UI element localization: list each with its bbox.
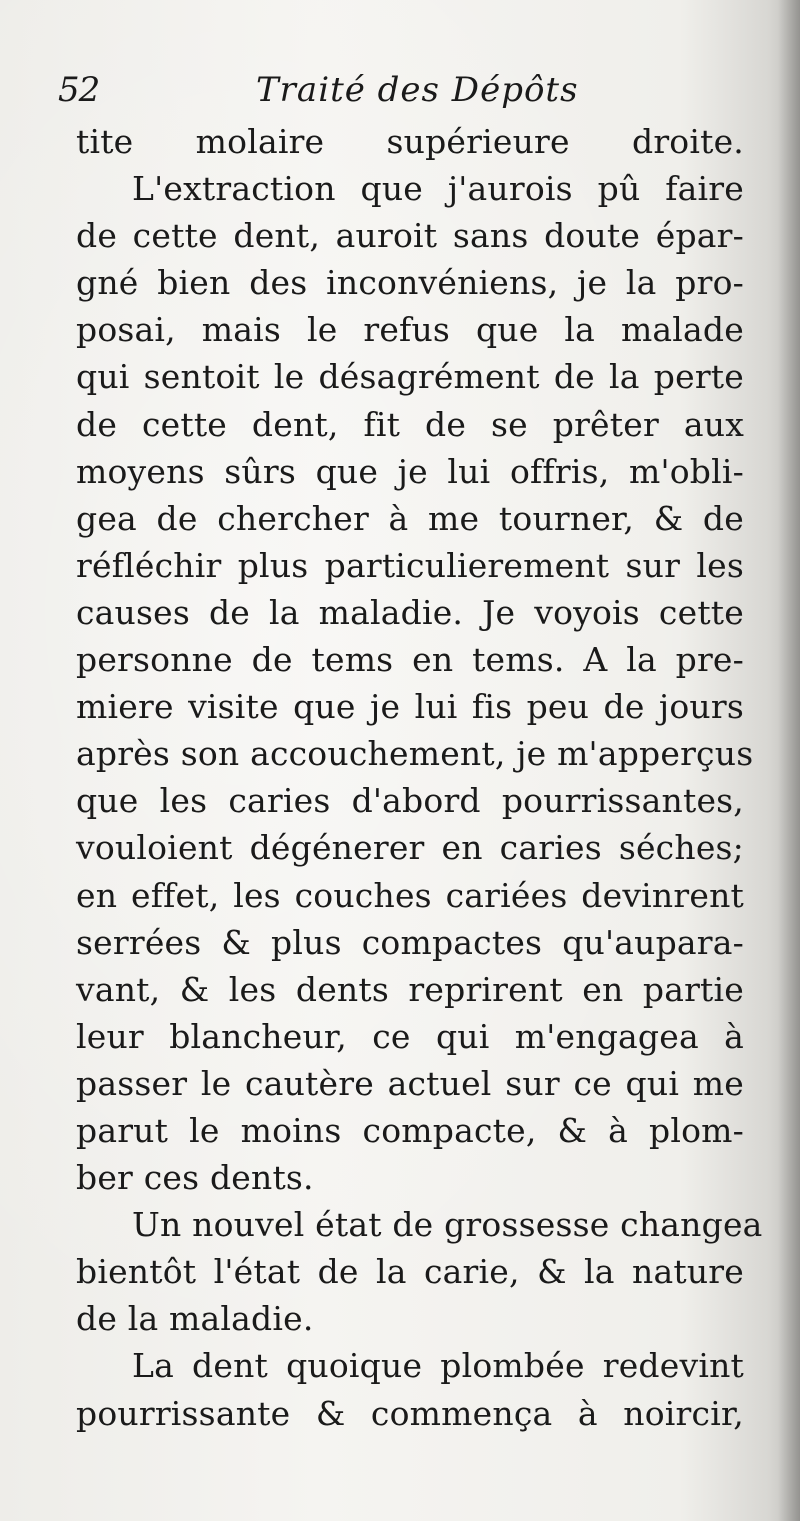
page-edge-shadow [778, 0, 800, 1521]
text-line: passer le cautère actuel sur ce qui me [76, 1063, 744, 1103]
text-line: de cette dent, fit de se prêter aux [76, 404, 744, 444]
text-line: de cette dent, auroit sans doute épar- [76, 216, 744, 256]
text-line: Un nouvel état de grossesse changea [132, 1205, 763, 1245]
page-number: 52 [58, 70, 100, 110]
text-line: bientôt l'état de la carie, & la nature [76, 1252, 744, 1292]
text-line: La dent quoique plombée redevint [132, 1346, 744, 1386]
text-line: réfléchir plus particulierement sur les [76, 545, 744, 585]
page-header [58, 70, 618, 116]
text-line: vant, & les dents reprirent en partie [76, 969, 744, 1009]
text-line: en effet, les couches cariées devinrent [76, 875, 744, 915]
text-line: personne de tems en tems. A la pre- [76, 640, 744, 680]
body-text [76, 118, 763, 1437]
text-line: après son accouchement, je m'apperçus [76, 734, 754, 774]
text-line: serrées & plus compactes qu'aupara- [76, 922, 744, 962]
text-line: ber ces dents. [76, 1158, 314, 1198]
text-line: posai, mais le refus que la malade [76, 310, 744, 350]
text-line: moyens sûrs que je lui offris, m'obli- [76, 451, 744, 491]
text-line: vouloient dégénerer en caries séches; [76, 828, 744, 868]
text-line: de la maladie. [76, 1299, 314, 1339]
text-line: pourrissante & commença à noircir, [76, 1393, 744, 1433]
text-line: qui sentoit le désagrément de la perte [76, 357, 744, 397]
text-line: gea de chercher à me tourner, & de [76, 498, 744, 538]
text-line: que les caries d'abord pourrissantes, [76, 781, 744, 821]
text-line: tite molaire supérieure droite. [76, 122, 744, 161]
text-line: L'extraction que j'aurois pû faire [132, 169, 744, 209]
text-line: leur blancheur, ce qui m'engagea à [76, 1016, 744, 1056]
text-line: causes de la maladie. Je voyois cette [76, 592, 744, 632]
text-line: miere visite que je lui fis peu de jours [76, 687, 744, 727]
running-title: Traité des Dépôts [256, 70, 579, 110]
text-line: parut le moins compacte, & à plom- [76, 1110, 744, 1150]
text-line: gné bien des inconvéniens, je la pro- [76, 263, 744, 303]
